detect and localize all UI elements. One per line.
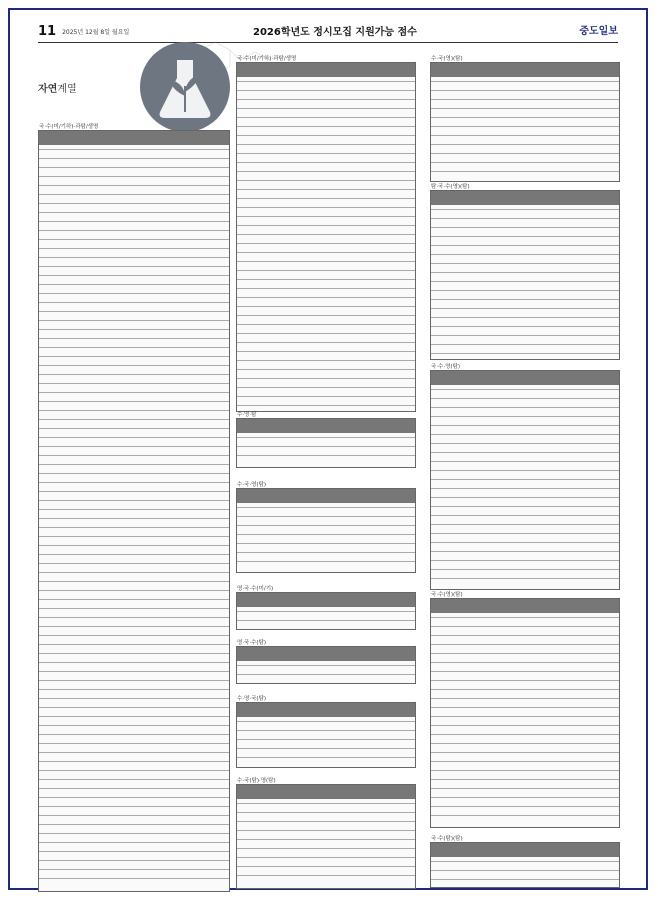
table-row (39, 338, 229, 339)
table-row (431, 551, 619, 552)
table-row (237, 99, 415, 100)
table-row (237, 315, 415, 316)
table-row (237, 525, 415, 526)
table-row (237, 803, 415, 804)
table-row (431, 290, 619, 291)
table-header (431, 63, 619, 77)
table-header (237, 419, 415, 433)
table-row (431, 117, 619, 118)
table-row (431, 626, 619, 627)
table-header (237, 647, 415, 661)
table-row (237, 739, 415, 740)
table-row (431, 254, 619, 255)
table-right-3 (430, 364, 620, 590)
section-label-rest: 계열 (57, 84, 77, 95)
table-row (39, 401, 229, 402)
table-row (431, 806, 619, 807)
table-row (237, 396, 415, 397)
table-middle-2 (236, 412, 416, 468)
table-row (39, 590, 229, 591)
table-row (431, 209, 619, 210)
table-row (39, 374, 229, 375)
table-row (237, 821, 415, 822)
table-row (39, 635, 229, 636)
table-row (237, 180, 415, 181)
table-row (39, 347, 229, 348)
table-row (431, 281, 619, 282)
table-row (237, 552, 415, 553)
table-row (237, 144, 415, 145)
table-middle-4 (236, 586, 416, 630)
table-row (431, 743, 619, 744)
table-row (237, 324, 415, 325)
table-row (39, 473, 229, 474)
table-row (39, 617, 229, 618)
table-caption: 수·영·국(탐) (237, 696, 267, 702)
table-row (39, 482, 229, 483)
table-header (237, 593, 415, 607)
table-row (39, 203, 229, 204)
table-caption: 국·수(탐)(탐) (431, 836, 463, 842)
table-row (237, 665, 415, 666)
table-row (39, 518, 229, 519)
table-row (39, 806, 229, 807)
table-row (39, 644, 229, 645)
table-caption: 수·국(탐)·영(탐) (237, 778, 276, 784)
table-row (431, 698, 619, 699)
table-row (237, 611, 415, 612)
table-row (431, 171, 619, 172)
table-row (237, 81, 415, 82)
table-row (39, 464, 229, 465)
table-row (39, 185, 229, 186)
table-row (237, 516, 415, 517)
table-row (39, 698, 229, 699)
table-row (39, 761, 229, 762)
table-row (431, 479, 619, 480)
table-row (237, 730, 415, 731)
table-row (237, 270, 415, 271)
table-row (39, 716, 229, 717)
table-row (39, 167, 229, 168)
table-row (431, 308, 619, 309)
table-row (237, 252, 415, 253)
table-row (39, 770, 229, 771)
table-middle-3 (236, 482, 416, 573)
table-row (431, 99, 619, 100)
table-row (431, 263, 619, 264)
table-row (431, 236, 619, 237)
table-row (237, 674, 415, 675)
table-row (39, 428, 229, 429)
table-row (39, 842, 229, 843)
table-caption: 국·수·영(탐) (431, 364, 461, 370)
table-row (237, 261, 415, 262)
table-header (431, 371, 619, 385)
table-caption: 영·국·수(미/기) (237, 586, 274, 592)
table-row (39, 599, 229, 600)
table-row (39, 239, 229, 240)
table-right-4 (430, 592, 620, 828)
table-row (39, 608, 229, 609)
table-caption: 수·국·영(탐) (237, 482, 267, 488)
table-row (431, 617, 619, 618)
table-header (431, 191, 619, 205)
table-row (237, 543, 415, 544)
table-caption: 국·수(영)(탐) (431, 592, 463, 598)
table-header (237, 785, 415, 799)
table-row (431, 344, 619, 345)
table-row (39, 410, 229, 411)
table-row (237, 830, 415, 831)
table-row (39, 194, 229, 195)
table-row (431, 335, 619, 336)
table-row (431, 734, 619, 735)
table-row (237, 234, 415, 235)
table-caption: 국·수(미/기하)·과탐/생명 (39, 124, 99, 130)
table-row (39, 671, 229, 672)
table-row (237, 126, 415, 127)
table-row (431, 434, 619, 435)
table-row (431, 861, 619, 862)
table-row (237, 108, 415, 109)
page-number: 11 (38, 23, 57, 39)
table-row (431, 389, 619, 390)
table-row (39, 680, 229, 681)
table-row (431, 779, 619, 780)
table-row (431, 879, 619, 880)
table-row (237, 279, 415, 280)
table-row (39, 392, 229, 393)
table-row (237, 561, 415, 562)
table-caption: 국·수(미/기하)·과탐/생명 (237, 56, 297, 62)
table-caption: 수·국(영)(탐) (431, 56, 463, 62)
table-row (431, 90, 619, 91)
table-row (431, 452, 619, 453)
table-row (431, 108, 619, 109)
table-row (431, 752, 619, 753)
table-row (39, 815, 229, 816)
table-row (431, 227, 619, 228)
table-row (431, 578, 619, 579)
table-row (431, 644, 619, 645)
publication-date: 2025년 12월 8일 월요일 (62, 28, 130, 36)
table-row (39, 734, 229, 735)
table-row (431, 707, 619, 708)
table-header (237, 63, 415, 77)
table-header (39, 131, 229, 145)
table-row (237, 405, 415, 406)
table-row (39, 365, 229, 366)
table-row (431, 635, 619, 636)
table-row (431, 326, 619, 327)
table-row (237, 360, 415, 361)
table-row (39, 500, 229, 501)
table-row (431, 569, 619, 570)
table-right-1 (430, 56, 620, 182)
table-row (431, 144, 619, 145)
table-row (39, 230, 229, 231)
table-row (431, 425, 619, 426)
table-row (237, 369, 415, 370)
table-row (237, 351, 415, 352)
table-row (39, 437, 229, 438)
table-row (237, 189, 415, 190)
table-row (237, 342, 415, 343)
table-row (39, 329, 229, 330)
table-caption: 영·국·수(탐) (237, 640, 267, 646)
table-header (237, 489, 415, 503)
table-row (39, 419, 229, 420)
table-row (431, 761, 619, 762)
table-row (237, 534, 415, 535)
table-row (237, 620, 415, 621)
table-row (39, 725, 229, 726)
table-row (39, 527, 229, 528)
table-row (39, 266, 229, 267)
table-row (431, 470, 619, 471)
table-row (237, 225, 415, 226)
table-row (39, 788, 229, 789)
table-row (39, 626, 229, 627)
table-row (431, 689, 619, 690)
table-left-main (38, 124, 230, 892)
table-right-2 (430, 184, 620, 360)
table-row (431, 162, 619, 163)
flask-plant-icon (140, 42, 230, 132)
table-row (431, 443, 619, 444)
table-row (431, 153, 619, 154)
table-row (39, 455, 229, 456)
table-row (39, 149, 229, 150)
table-row (237, 198, 415, 199)
table-row (39, 545, 229, 546)
section-label-bold: 자연 (38, 84, 58, 95)
table-row (237, 748, 415, 749)
table-row (431, 398, 619, 399)
table-row (237, 243, 415, 244)
table-row (431, 317, 619, 318)
table-row (237, 135, 415, 136)
table-row (39, 284, 229, 285)
table-header (237, 703, 415, 717)
table-row (39, 293, 229, 294)
table-row (237, 162, 415, 163)
table-row (237, 446, 415, 447)
table-row (431, 218, 619, 219)
table-row (39, 851, 229, 852)
section-label (38, 80, 77, 95)
table-row (431, 416, 619, 417)
table-row (39, 653, 229, 654)
table-row (431, 815, 619, 816)
table-right-5 (430, 836, 620, 888)
table-row (431, 407, 619, 408)
page-title: 2026학년도 정시모집 지원가능 점수 (253, 27, 417, 38)
table-row (237, 171, 415, 172)
table-row (39, 824, 229, 825)
table-row (431, 135, 619, 136)
table-middle-5 (236, 640, 416, 684)
table-row (431, 488, 619, 489)
table-row (39, 176, 229, 177)
table-row (39, 446, 229, 447)
table-row (431, 542, 619, 543)
table-row (39, 536, 229, 537)
table-row (431, 653, 619, 654)
table-row (39, 707, 229, 708)
table-row (39, 869, 229, 870)
table-row (237, 288, 415, 289)
table-row (237, 207, 415, 208)
table-row (237, 437, 415, 438)
table-row (237, 721, 415, 722)
table-row (431, 506, 619, 507)
table-row (237, 455, 415, 456)
table-row (39, 257, 229, 258)
table-row (237, 117, 415, 118)
table-row (431, 560, 619, 561)
table-row (237, 153, 415, 154)
table-caption: 탐·국·수(영)(탐) (431, 184, 470, 190)
table-row (431, 870, 619, 871)
table-header (431, 599, 619, 613)
table-row (237, 875, 415, 876)
table-row (39, 491, 229, 492)
table-row (39, 581, 229, 582)
table-row (237, 216, 415, 217)
table-row (39, 833, 229, 834)
table-row (237, 90, 415, 91)
table-row (237, 839, 415, 840)
table-row (237, 866, 415, 867)
table-row (39, 797, 229, 798)
table-row (39, 662, 229, 663)
table-middle-1 (236, 56, 416, 412)
table-row (39, 779, 229, 780)
table-row (431, 81, 619, 82)
table-row (431, 245, 619, 246)
page-header (38, 20, 618, 43)
table-row (39, 320, 229, 321)
table-row (431, 725, 619, 726)
plant-flask-illustration (140, 42, 230, 132)
table-caption: 수·영·탐 (237, 412, 257, 418)
table-row (39, 302, 229, 303)
table-row (431, 533, 619, 534)
table-row (39, 275, 229, 276)
table-row (39, 878, 229, 879)
table-row (237, 857, 415, 858)
table-row (39, 554, 229, 555)
table-row (39, 248, 229, 249)
table-row (431, 299, 619, 300)
table-row (431, 797, 619, 798)
table-row (431, 126, 619, 127)
table-row (431, 524, 619, 525)
table-middle-7 (236, 778, 416, 889)
table-row (39, 356, 229, 357)
table-row (431, 770, 619, 771)
table-row (39, 509, 229, 510)
table-row (431, 353, 619, 354)
table-row (39, 563, 229, 564)
table-row (237, 387, 415, 388)
table-row (431, 662, 619, 663)
table-row (237, 507, 415, 508)
table-row (39, 311, 229, 312)
table-row (39, 212, 229, 213)
table-row (431, 497, 619, 498)
table-row (237, 378, 415, 379)
table-row (39, 752, 229, 753)
table-row (39, 383, 229, 384)
table-row (39, 860, 229, 861)
table-row (39, 743, 229, 744)
table-row (237, 812, 415, 813)
table-row (39, 572, 229, 573)
table-row (237, 306, 415, 307)
table-row (237, 757, 415, 758)
table-row (237, 297, 415, 298)
table-row (431, 515, 619, 516)
table-middle-6 (236, 696, 416, 768)
table-row (237, 848, 415, 849)
table-row (39, 689, 229, 690)
table-row (39, 158, 229, 159)
table-row (39, 221, 229, 222)
table-row (431, 716, 619, 717)
table-header (431, 843, 619, 857)
newspaper-logo: 중도일보 (579, 26, 618, 37)
table-row (431, 788, 619, 789)
table-row (431, 461, 619, 462)
table-row (237, 333, 415, 334)
table-row (431, 680, 619, 681)
table-row (431, 272, 619, 273)
table-row (431, 671, 619, 672)
